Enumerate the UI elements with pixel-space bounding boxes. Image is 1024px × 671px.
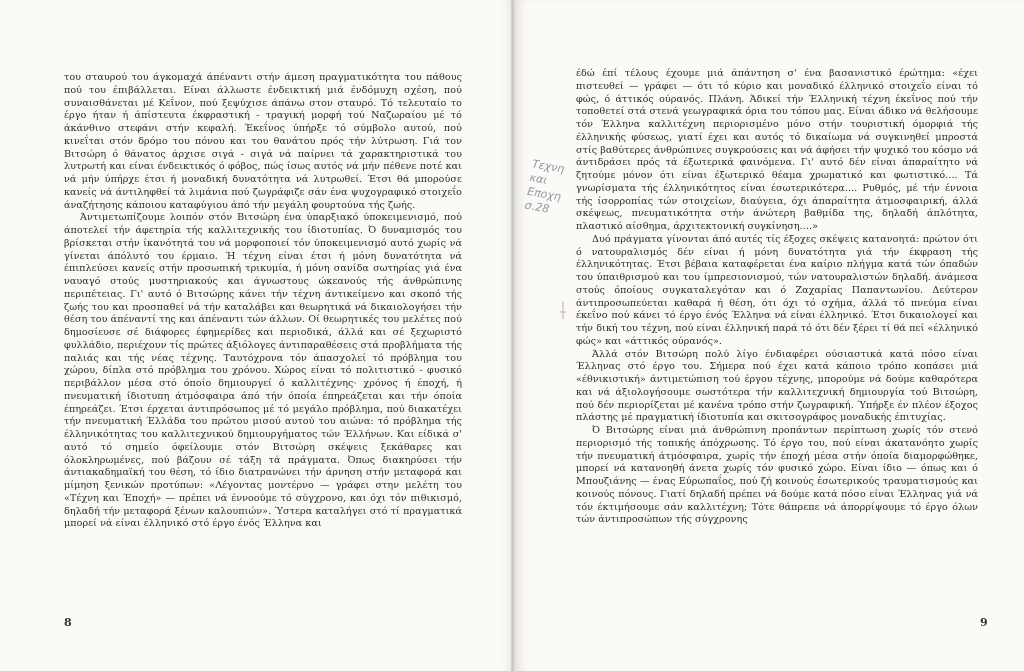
left-page-text	[64, 72, 462, 531]
paragraph: Άλλά στόν Βιτσώρη πολύ λίγο ένδιαφέρει ούσιαστικά κατά πόσο είναι Έλληνας στό έργο του. Σήμερα πού έχει κατά κάποιο τρόπο κοπάσει μιά «έθνικιστική» άντιμετώπιση τού έργου τέχνης, μπορούμε νά δούμε καθαρότερα και νά άξιολογήσουμε σωστότερα τήν καλλιτεχνική δημιουργία τού Βιτσώρη, πού δέν περιορίζεται μέ κανένα τρόπο στήν ζωγραφική. Ύπήρξε έν πλέον έξοχος πλάστης μέ πραγματική ίδιοτυπία και σκιτσογράφος μοναδικής έπιτυχίας.	[576, 348, 978, 424]
paragraph: Άντιμετωπίζουμε λοιπόν στόν Βιτσώρη ένα ύπαρξιακό ύποκειμενισμό, πού άποτελεί τήν άφετηρία τής καλλιτεχνικής του ίδιοτυπίας. Ό δυναμισμός του βρίσκεται στήν ίκανότητά του νά μορφοποιεί τόν ύποκειμενισμό αυτό χωρίς νά γίνεται άπόλυτό του έρμαιο. Ή τέχνη είναι έτσι ή μόνη δυνατότητα νά έπιπλεύσει κανείς στήν προσωπική τρικυμία, ή μόνη σανίδα σωτηρίας γιά ένα ναυαγό στούς μυστηριακούς και άγνωστους ώκεανούς τής άνθρώπινης περιπέτειας. Γι' αυτό ό Βιτσώρης κάνει τήν τέχνη άντικείμενο και σκοπό τής ζωής του και προσπαθεί νά τήν καταλάβει και θεωρητικά νά δικαιολογήσει τήν θέση του άπέναντί της και άπέναντι τών άλλων. Οί θεωρητικές του μελέτες πού δημοσίευσε σέ διάφορες έφημερίδες και περιοδικά, άλλά και σέ ξεχωριστό φυλλάδιο, περιέχουν τίς πρώτες άξιόλογες άντιπαραθέσεις στά προβλήματα τής παλιάς και τής νέας τέχνης. Ταυτόχρονα τόν άπασχολεί τό πρόβλημα του χώρου, δίπλα στό πρόβλημα του χρόνου. Χώρος είναι τό πολιτιστικό - φυσικό περιβάλλον μέσα στό όποίο δημιουργεί ό καλλιτέχνης· χρόνος ή έποχή, ή πνευματική ίδιοτυπη άτμόσφαιρα άπό τήν όποία έπηρεάζεται και τήν όποία έπηρεάζει. Έτσι έρχεται άντιπρόσωπος μέ τό μεγάλο πρόβλημα, πού διακατέχει τήν πνευματική Έλλάδα του πρώτου μισού αυτού του αιώνα: τό πρόβλημα τής έλληνικότητας του καλλιτεχνικού δημιουργήματος τών Έλλήνων. Και είδικά σ' αυτό τό σημείο όφείλουμε στόν Βιτσώρη σκέψεις ξεκάθαρες και όλοκληρωμένες, πού βάζουν σέ τάξη τά πράγματα. Όπως διακηρύσει τήν άντιακαδημαϊκή του θέση, τό ίδιο διατρανώνει τήν άρνηση στήν μεταφορά και μίμηση ξενικών προτύπων: «Λέγοντας μοντέρνο — γράφει στην μελέτη του «Τέχνη και Έποχή» — πρέπει νά έννοούμε τό σύγχρονο, και όχι τόν πιθικισμό, δηλαδή τήν μεταφορά ξένων καλουπιών». Ύστερα καταλήγει στό τί πραγματικά μπορεί νά είναι έλληνικό στό έργο ένός Έλληνα και	[64, 212, 462, 530]
paragraph: έδώ έπί τέλους έχουμε μιά άπάντηση σ' ένα βασανιστικό έρώτημα: «έχει πιστευθεί — γράφει — ότι τό κύριο και μοναδικό έλληνικό στοιχεΐο είναι τό φώς, ό άττικός ούρανός. Πλάνη. Άδικεί τήν Έλληνική τέχνη έκεΐνος πού τήν τοποθετεί στά στενά γεωγραφικά όρια του τόπου μας. Είναι άδικο νά θελήσουμε τόν Έλληνα καλλιτέχνη περιορισμένο μόνο στήν τουριστική όμορφιά τής έλληνικής φύσεως, γιατί έχει και αυτός τό δικαίωμα νά συγκινηθεί μπροστά στίς βαθύτερες άνθρώπινες συγκρούσεις και νά άφήσει τήν ψυχικό του κόσμο νά άντιδράσει πρός τά έξωτερικά φαινόμενα. Γι' αυτό δέν είναι άπαραίτητο νά ζητούμε μόνον ότι είναι έξωτερικό θέαμα χρωματικό και φωτιστικό.... Τά γνωρίσματα τής έλληνικότητος είναι έσωτερικότερα.... Ρυθμός, μέ τήν έννοια τής ίσορροπίας τών στοιχείων, διαύγεια, όχι άπαραίτητα άτμοσφαιρική, άλλά σκέψεως, πνευματικότητα στήν άνώτερη βαθμίδα της, δηλαδή άπλότητα, πλαστικό αίσθημα, άρχιτεκτονική συγκίνηση....»	[576, 68, 978, 232]
right-page	[514, 0, 1024, 671]
handnote-line: σ.28	[523, 198, 551, 216]
handnote-line: Εποχη	[526, 184, 562, 204]
right-page-text	[523, 68, 978, 527]
page-number-left: 8	[64, 616, 72, 629]
handnote-line: Τεχνη	[531, 157, 566, 176]
page-number-right: 9	[980, 616, 988, 629]
pencil-mark-icon	[558, 300, 568, 320]
handwritten-margin-note	[524, 157, 593, 223]
paragraph: του σταυρού του άγκομαχά άπέναντι στήν άμεση πραγματικότητα του πάθους πού του έπιβάλλεται. Είναι άλλωστε ένδεικτική μιά ένδόμυχη σχέση, πού συναισθάνεται μέ Κεΐνον, πού ξεψύχισε άπάνω στον σταυρό. Τό τελευταίο το έργο ήταν ή άπίστευτα έκφραστική - τραγική μορφή τού Ναζωραίου μέ τό άκάνθινο στεφάνι στήν κεφαλή. Έκεΐνος ύπήρξε τό σύμβολο αυτού, πού κινεΐται στόν δρόμο του πόνου και του θανάτου πρός τήν λύτρωση. Γιά τον Βιτσώρη ό θάνατος άρχισε σιγά - σιγά νά παίρνει τά χαρακτηριστικά του λυτρωτή και είναι ένδεικτικός ό φόβος, πώς ίσως αυτός νά μήν πέθενε ποτέ και νά μήν ύπήρχε έτσι ή μοναδική δυνατότητα νά λυτρωθεί. Έτσι θά μπορούσε κανείς νά άντιληφθεί τά λιμάνια πού ζωγράφιζε σάν ένα ψυχογραφικό στοιχεΐο άναζήτησης κάποιου καταφύγιου άπό τήν μεγάλη φουρτούνα τής ζωής.	[64, 72, 462, 211]
paragraph: Ό Βιτσώρης είναι μιά άνθρώπινη προπάντων περίπτωση χωρίς τόν στενό περιορισμό τής τοπικής άπόχρωσης. Τό έργο του, πού είναι άκατανόητο χωρίς τήν πνευματική άτμόσφαιρα, χωρίς τήν έποχή μέσα στήν όποία διαμορφώθηκε, μπορεί νά κατανοηθή άνετα χωρίς τόν φυσικό χώρο. Είναι ίδιο — όπως και ό Μπουζιάνης — ένας Εύρωπαΐος, πού ζή κοινούς έσωτερικούς τραυματισμούς και κοινούς πόνους. Γιατί δηλαδή πρέπει νά δούμε κατά πόσο είναι Έλληνας γιά νά τόν έκτιμήσουμε σάν καλλιτέχνη; Τότε θάπρεπε νά άπορρίψουμε τό έργο όλων τών άντιπροσώπων τής σύγχρονης	[576, 425, 978, 526]
handnote-line: και	[528, 171, 549, 187]
paragraph: Δυό πράγματα γίνονται άπό αυτές τίς έξοχες σκέψεις κατανοητά: πρώτον ότι ό νατουραλισμός δέν είναι ή μόνη δυνατότητα γιά τήν έκφραση τής έλληνικότητας. Έτσι βέβαια καταφέρεται ένα καίριο πλήγμα κατά τών όπαδών του ύπαιθρισμού και του ίμπρεσιονισμού, τών νατουραλιστών δηλαδή. άνάμεσα στούς όποίους συγκαταλεγόταν και ό Ζαχαρίας Παπαντωνίου. Δεύτερον άντιπροσωπεύεται καθαρά ή θέση, ότι όχι τό σχήμα, άλλά τό πνεύμα είναι έκεΐνο πού κάνει τό έργο ένός Έλληνα νά είναι έλληνικό. Έτσι δικαιολογεί και τήν δική του τέχνη, πού είναι έλληνική παρά τό ότι δέν ξέρει τί θά πεί «έλληνικό φώς» και «άττικός ούρανός».	[576, 233, 978, 347]
